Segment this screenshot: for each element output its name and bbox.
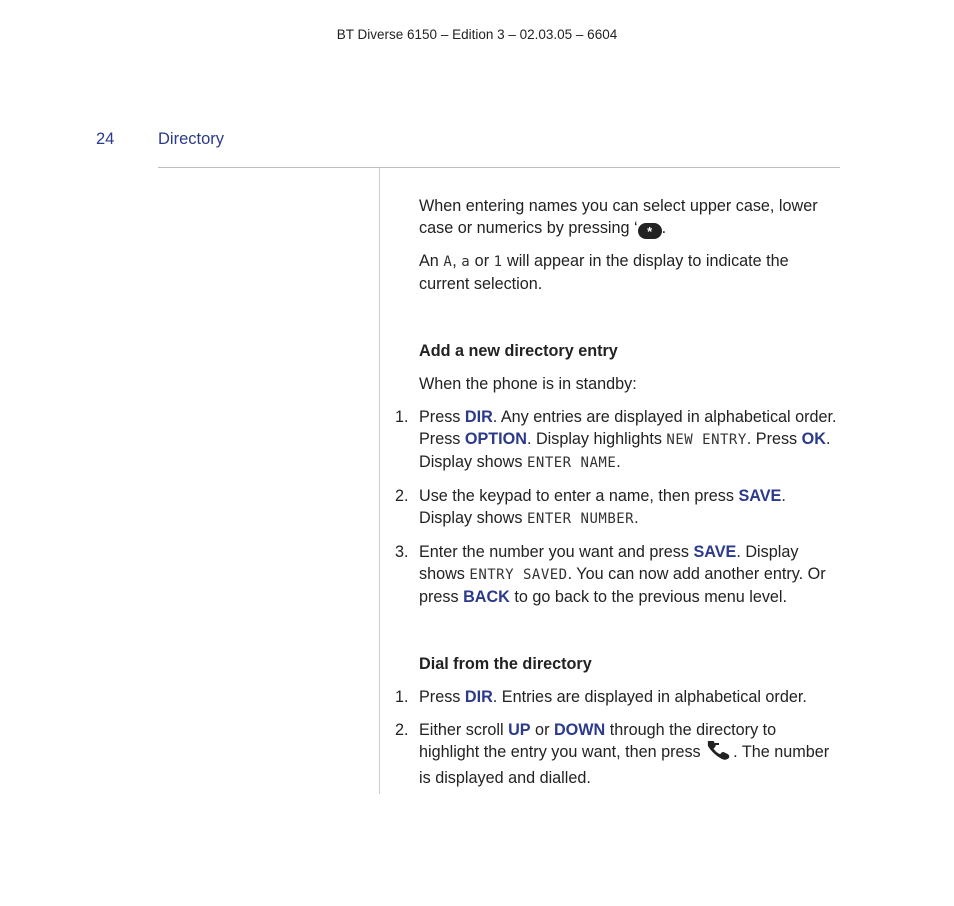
talk-key-icon	[705, 741, 733, 767]
star-key-icon: *	[638, 223, 662, 239]
key-label: DOWN	[553, 721, 606, 739]
column-rule	[379, 168, 380, 794]
step-number: 1.	[395, 688, 409, 706]
list-item: 3. Enter the number you want and press SAVE. Display shows ENTRY SAVED. You can now add another entry. Or press BACK to go back to the previous menu level.	[395, 543, 826, 606]
main-content	[395, 195, 839, 789]
display-text: A	[443, 254, 453, 270]
step-number: 3.	[395, 543, 409, 561]
display-text: 1	[493, 254, 503, 270]
list-item: 2. Use the keypad to enter a name, then press SAVE. Display shows ENTER NUMBER.	[395, 487, 786, 527]
step-number: 1.	[395, 408, 409, 426]
step-number: 2.	[395, 721, 409, 739]
header-rule	[158, 167, 840, 168]
intro-paragraph-2: An A, a or 1 will appear in the display to indicate the current selection.	[419, 252, 789, 293]
key-label: SAVE	[738, 487, 782, 505]
key-label: OPTION	[464, 430, 527, 448]
key-label: OK	[801, 430, 826, 448]
key-label: SAVE	[693, 543, 737, 561]
display-text: ENTRY SAVED	[469, 567, 568, 583]
display-text: NEW ENTRY	[666, 432, 747, 448]
intro-paragraph-1: When entering names you can select upper case, lower case or numerics by pressing ‘ * .	[419, 197, 818, 239]
display-text: a	[461, 254, 471, 270]
list-item: 1. Press DIR. Entries are displayed in alphabetical order.	[395, 688, 807, 706]
key-label: DIR	[464, 408, 493, 426]
key-label: DIR	[464, 688, 493, 706]
key-label: UP	[508, 721, 531, 739]
key-label: BACK	[463, 588, 510, 606]
dial-heading: Dial from the directory	[419, 655, 592, 673]
page-number: 24	[96, 130, 115, 148]
dial-steps	[395, 686, 839, 789]
add-entry-heading: Add a new directory entry	[419, 342, 618, 360]
display-text: ENTER NAME	[526, 455, 617, 471]
list-item: 1. Press DIR. Any entries are displayed in alphabetical order. Press OPTION. Display highlights NEW ENTRY. Press OK. Display shows ENTER NAME.	[395, 408, 837, 471]
section-title: Directory	[158, 130, 225, 148]
step-number: 2.	[395, 487, 409, 505]
running-header: BT Diverse 6150 – Edition 3 – 02.03.05 – 6604	[336, 27, 618, 42]
add-entry-steps	[395, 406, 839, 608]
list-item: 2. Either scroll UP or DOWN through the directory to highlight the entry you want, then press . The number is displayed and dialled.	[395, 721, 830, 787]
display-text: ENTER NUMBER	[526, 511, 635, 527]
standby-note: When the phone is in standby:	[419, 375, 637, 393]
